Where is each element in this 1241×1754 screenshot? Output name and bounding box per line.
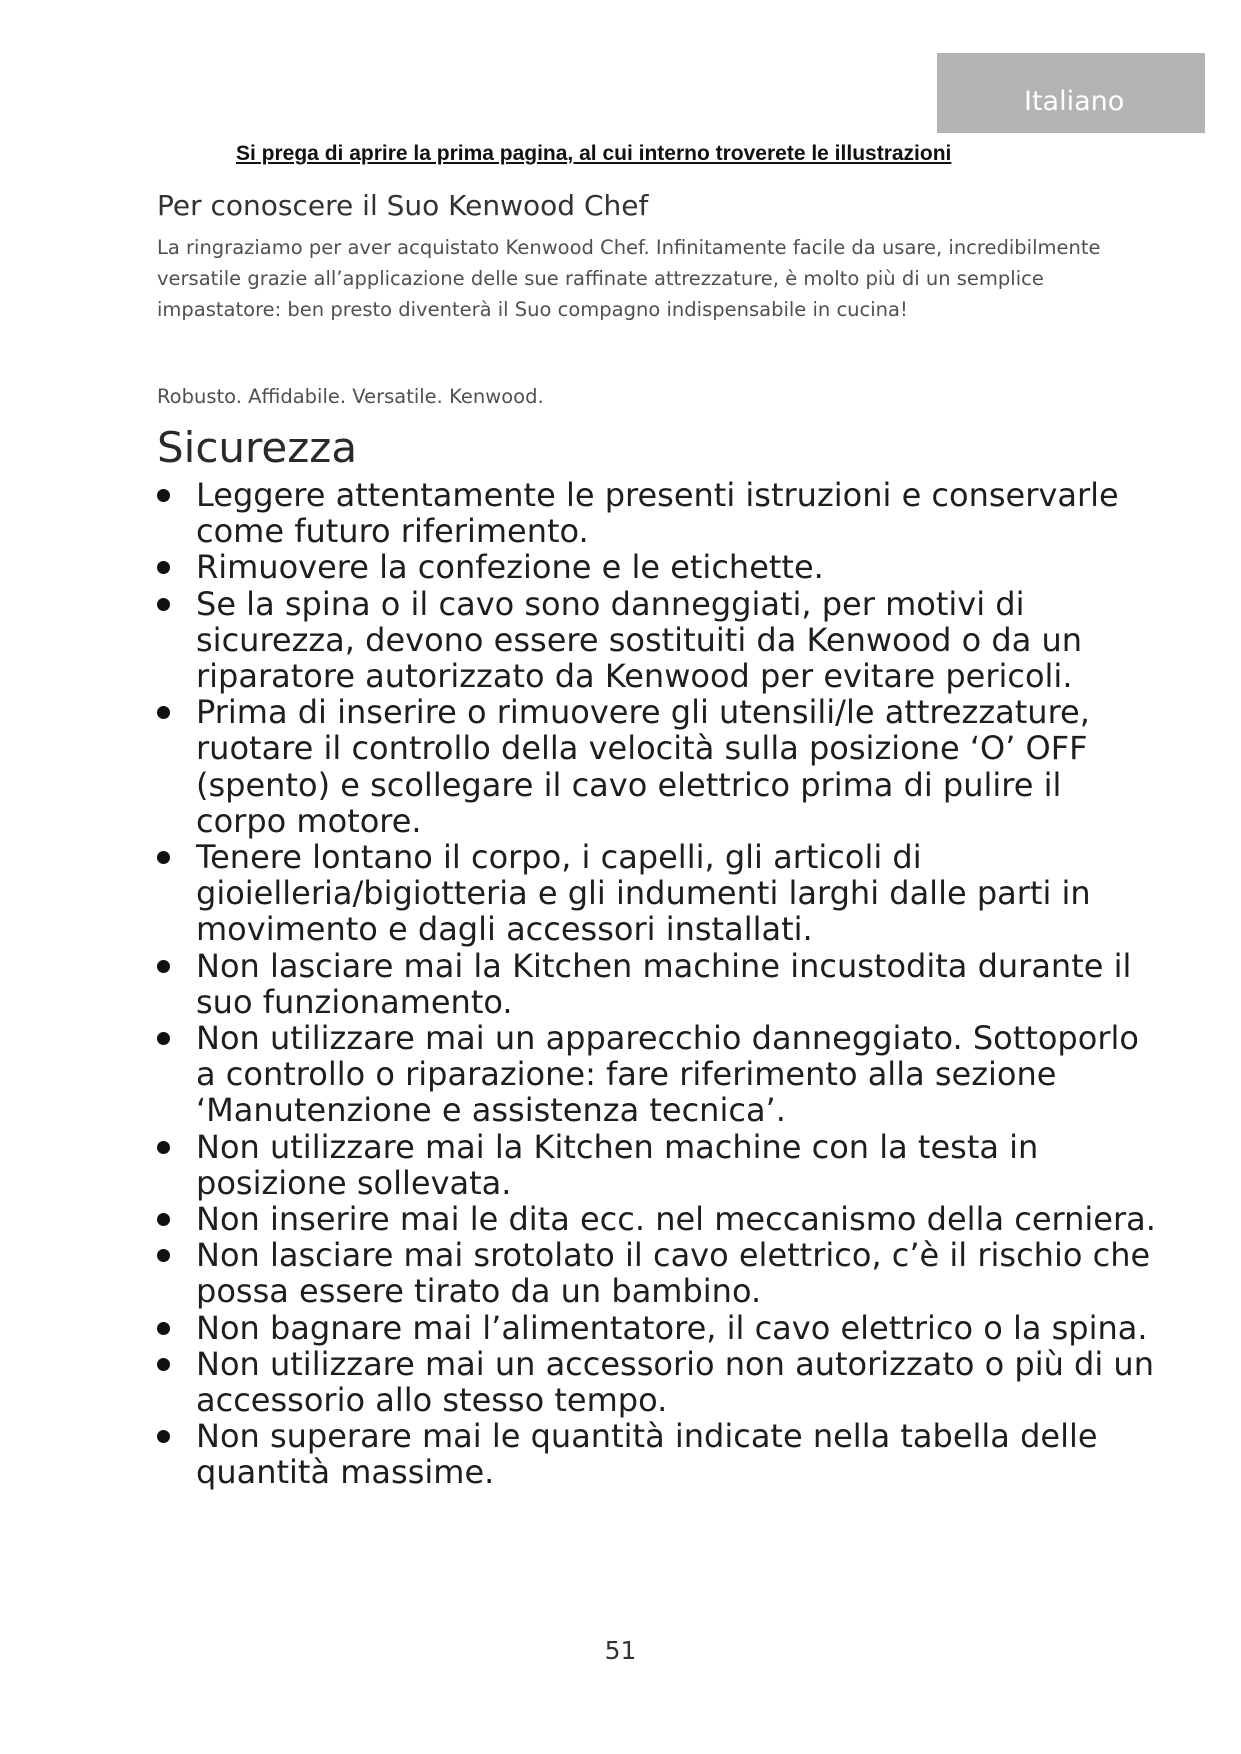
safety-item-text: Non utilizzare mai la Kitchen machine con la testa in posizione sollevata. <box>196 1127 1039 1202</box>
safety-item-text: Non utilizzare mai un accessorio non autorizzato o più di un accessorio allo stesso tempo. <box>196 1344 1154 1420</box>
safety-item <box>157 1020 1157 1129</box>
safety-item <box>157 477 1157 549</box>
intro-heading: Per conoscere il Suo Kenwood Chef <box>157 189 649 222</box>
illustrations-notice: Si prega di aprire la prima pagina, al cui interno troverete le illustrazioni <box>236 142 952 165</box>
safety-item <box>157 839 1157 948</box>
safety-item <box>157 1310 1157 1346</box>
bullet-icon <box>157 1322 170 1335</box>
safety-item <box>157 1129 1157 1201</box>
bullet-icon <box>157 1032 170 1045</box>
safety-item-text: Tenere lontano il corpo, i capelli, gli articoli di gioielleria/bigiotteria e gli indumenti larghi dalle parti in movimento e dagli accessori installati. <box>196 838 1091 949</box>
safety-item <box>157 948 1157 1020</box>
safety-list <box>157 477 1157 1491</box>
safety-item <box>157 586 1157 695</box>
language-tab-label: Italiano <box>1024 86 1125 117</box>
bullet-icon <box>157 851 170 864</box>
intro-paragraph: La ringraziamo per aver acquistato Kenwood Chef. Infinitamente facile da usare, incredibilmente versatile grazie all’applicazione delle sue raffinate attrezzature, è molto più di un semplice impastatore: ben presto diventerà il Suo compagno indispensabile in cucina! <box>157 236 1101 321</box>
safety-item-text: Non utilizzare mai un apparecchio danneggiato. Sottoporlo a controllo o riparazione: fare riferimento alla sezione ‘Manutenzione e assistenza tecnica’. <box>196 1019 1139 1130</box>
safety-item-text: Non bagnare mai l’alimentatore, il cavo elettrico o la spina. <box>196 1308 1148 1347</box>
bullet-icon <box>157 1358 170 1371</box>
bullet-icon <box>157 1249 170 1262</box>
bullet-icon <box>157 561 170 574</box>
safety-item <box>157 549 1157 585</box>
safety-heading: Sicurezza <box>157 423 358 472</box>
safety-item-text: Prima di inserire o rimuovere gli utensili/le attrezzature, ruotare il controllo della velocità sulla posizione ‘O’ OFF (spento) e scollegare il cavo elettrico prima di pulire il corpo motore. <box>196 693 1090 840</box>
safety-item-text: Se la spina o il cavo sono danneggiati, per motivi di sicurezza, devono essere sostituiti da Kenwood o da un riparatore autorizzato da Kenwood per evitare pericoli. <box>196 584 1083 696</box>
tagline: Robusto. Affidabile. Versatile. Kenwood. <box>157 385 544 408</box>
safety-item-text: Non superare mai le quantità indicate nella tabella delle quantità massime. <box>196 1417 1098 1492</box>
bullet-icon <box>157 489 170 502</box>
safety-item-text: Leggere attentamente le presenti istruzioni e conservarle come futuro riferimento. <box>196 476 1119 551</box>
safety-item-text: Non lasciare mai srotolato il cavo elettrico, c’è il rischio che possa essere tirato da un bambino. <box>196 1236 1151 1311</box>
safety-item <box>157 694 1157 839</box>
safety-item-text: Rimuovere la confezione e le etichette. <box>196 548 824 587</box>
safety-item <box>157 1418 1157 1490</box>
bullet-icon <box>157 598 170 611</box>
safety-item-text: Non lasciare mai la Kitchen machine incustodita durante il suo funzionamento. <box>196 946 1132 1021</box>
safety-item <box>157 1201 1157 1237</box>
bullet-icon <box>157 1213 170 1226</box>
page-number: 51 <box>604 1636 637 1665</box>
safety-item <box>157 1346 1157 1418</box>
bullet-icon <box>157 1430 170 1443</box>
safety-item-text: Non inserire mai le dita ecc. nel meccanismo della cerniera. <box>196 1200 1156 1239</box>
bullet-icon <box>157 1141 170 1154</box>
bullet-icon <box>157 960 170 973</box>
safety-item <box>157 1237 1157 1309</box>
bullet-icon <box>157 706 170 719</box>
language-tab <box>937 53 1205 133</box>
